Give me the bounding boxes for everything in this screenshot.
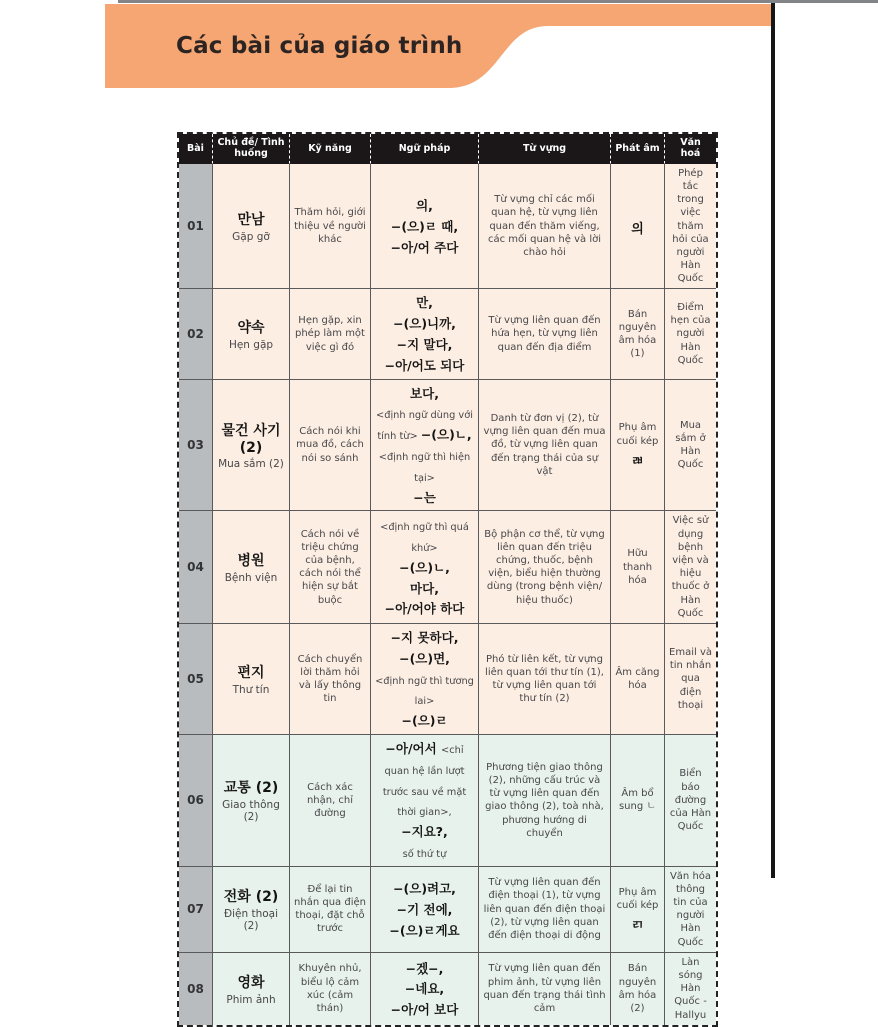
grammar-korean-segment: −(으)면, <box>399 650 450 666</box>
column-header-1: Bài <box>179 134 213 164</box>
topic-vietnamese: Mua sắm (2) <box>218 458 284 471</box>
cell-culture <box>665 380 716 512</box>
topic-vietnamese: Giao thông (2) <box>222 799 280 824</box>
lesson-number-text: 07 <box>187 902 204 917</box>
grammar-korean-segment: −(으)ㄹ 때, <box>390 218 459 234</box>
grammar-line <box>397 334 453 355</box>
topic-vietnamese: Gặp gỡ <box>232 231 270 244</box>
cell-skill <box>290 735 371 867</box>
cell-grammar <box>371 624 479 735</box>
culture-text: Biển báo đường của Hàn Quốc <box>669 768 712 833</box>
cell-vocabulary <box>479 164 611 290</box>
grammar-line <box>401 821 448 842</box>
pronunciation-text: Âm bổ sung ㄴ <box>618 788 657 813</box>
topic-vietnamese: Phim ảnh <box>226 993 276 1006</box>
cell-culture <box>665 867 716 953</box>
cell-pronunciation <box>611 289 665 379</box>
cell-topic <box>213 953 290 1025</box>
lesson-number-text: 01 <box>187 219 204 234</box>
grammar-line <box>397 899 453 920</box>
vocabulary-text: Bộ phận cơ thể, từ vựng liên quan đến triệu chứng, thuốc, bệnh viện, biểu hiện thường dùng (trong bệnh viện/ hiệu thuốc) <box>484 528 605 606</box>
pronunciation-korean: ㄺ <box>631 917 644 933</box>
column-header-7: Văn hoá <box>665 134 716 164</box>
cell-topic <box>213 380 290 512</box>
lessons-table <box>177 132 718 1027</box>
grammar-korean-segment: −(으)ㄴ, <box>420 427 472 443</box>
lesson-number-text: 05 <box>187 671 204 686</box>
culture-text: Việc sử dụng bệnh viện và hiệu thuốc ở Hàn Quốc <box>671 515 710 619</box>
grammar-note-segment: <định ngữ thì tương lai> <box>375 675 474 708</box>
lesson-number-text: 06 <box>187 793 204 808</box>
cell-pronunciation <box>611 867 665 953</box>
topic-vietnamese: Bệnh viện <box>224 572 278 585</box>
cell-grammar <box>371 511 479 624</box>
grammar-korean-segment: −네요, <box>404 981 445 997</box>
lesson-number-text: 03 <box>187 438 204 453</box>
grammar-line <box>399 648 450 669</box>
lesson-number-text: 08 <box>187 981 204 996</box>
cell-vocabulary <box>479 953 611 1025</box>
grammar-note-segment: <định ngữ thì hiện tại> <box>378 452 471 484</box>
grammar-line <box>393 313 456 334</box>
grammar-line <box>399 557 450 578</box>
lesson-number <box>179 624 213 735</box>
pronunciation-text: Bán nguyên âm hóa (2) <box>618 963 657 1014</box>
grammar-korean-segment: −(으)려고, <box>393 881 456 897</box>
grammar-korean-segment: −아/어야 하다 <box>384 601 465 617</box>
grammar-line <box>391 627 459 648</box>
skill-text: Hẹn gặp, xin phép làm một việc gì đó <box>295 315 365 353</box>
grammar-korean-segment: −지 말다, <box>396 337 453 353</box>
grammar-korean-segment: −아/어서 <box>385 740 442 756</box>
culture-text: Làn sóng Hàn Quốc - Hallyu <box>674 956 707 1021</box>
topic-korean: 물건 사기 (2) <box>221 423 281 457</box>
cell-topic <box>213 164 290 290</box>
cell-pronunciation <box>611 380 665 512</box>
grammar-line <box>393 878 456 899</box>
cell-grammar <box>371 289 479 379</box>
lesson-number-text: 04 <box>187 560 204 575</box>
grammar-line <box>385 355 465 376</box>
pronunciation-korean: 의 <box>631 221 644 237</box>
grammar-korean-segment: −아/어도 되다 <box>384 357 465 373</box>
grammar-line <box>389 920 459 941</box>
pronunciation-text: Phụ âm cuối kép <box>616 886 659 911</box>
grammar-korean-segment: −아/어 주다 <box>390 239 459 255</box>
lesson-number <box>179 164 213 290</box>
grammar-line <box>403 842 447 863</box>
topic-vietnamese: Thư tín <box>232 683 270 696</box>
cell-culture <box>665 624 716 735</box>
grammar-note-segment: <định ngữ dùng với tính từ> <box>376 410 473 443</box>
vocabulary-text: Phó từ liên kết, từ vựng liên quan tới thư tín (1), từ vựng liên quan tới thư tín (2) <box>485 653 604 705</box>
column-header-6: Phát âm <box>611 134 665 164</box>
column-header-2: Chủ đề/ Tình huống <box>213 134 290 164</box>
cell-grammar <box>371 735 479 867</box>
topic-vietnamese: Hẹn gặp <box>228 339 274 352</box>
cell-topic <box>213 624 290 735</box>
grammar-korean-segment: −겠−, <box>405 960 444 976</box>
grammar-korean-segment: −(으)ㄹ게요 <box>389 922 460 938</box>
column-header-3: Kỹ năng <box>290 134 371 164</box>
culture-text: Điểm hẹn của người Hàn Quốc <box>670 302 711 366</box>
skill-text: Cách nói về triệu chứng của bệnh, cách nói thể hiện sự bắt buộc <box>299 528 361 606</box>
grammar-line <box>410 578 439 599</box>
lesson-number-text: 02 <box>187 327 204 342</box>
skill-text: Cách xác nhận, chỉ đường <box>306 781 354 819</box>
grammar-line <box>375 403 474 445</box>
skill-text: Cách chuyển lời thăm hỏi và lấy thông tin <box>297 653 363 705</box>
vocabulary-text: Danh từ đơn vị (2), từ vựng liên quan đến mua đồ, từ vựng liên quan đến trạng thái của sự vật <box>483 413 606 477</box>
topic-korean: 전화 (2) <box>223 889 279 906</box>
cell-skill <box>290 867 371 953</box>
page-right-rule <box>771 3 775 878</box>
culture-text: Văn hóa thông tin của người Hàn Quốc <box>669 870 712 948</box>
grammar-korean-segment: −지 못하다, <box>390 629 459 645</box>
column-header-4: Ngữ pháp <box>371 134 479 164</box>
cell-vocabulary <box>479 511 611 624</box>
lesson-number <box>179 735 213 867</box>
skill-text: Để lại tin nhắn qua điện thoại, đặt chỗ trước <box>294 883 366 935</box>
lesson-number <box>179 953 213 1025</box>
topic-korean: 교통 (2) <box>223 780 279 797</box>
cell-pronunciation <box>611 624 665 735</box>
pronunciation-text: Hữu thanh hóa <box>622 548 653 586</box>
cell-skill <box>290 289 371 379</box>
topic-korean: 병원 <box>237 553 265 570</box>
grammar-korean-segment: −(으)ㄴ, <box>399 559 450 575</box>
cell-skill <box>290 511 371 624</box>
culture-text: Mua sắm ở Hàn Quốc <box>675 419 706 471</box>
grammar-line <box>416 292 433 313</box>
cell-pronunciation <box>611 735 665 867</box>
lesson-number <box>179 289 213 379</box>
grammar-line <box>413 487 436 508</box>
cell-topic <box>213 867 290 953</box>
topic-korean: 편지 <box>237 664 265 681</box>
cell-vocabulary <box>479 735 611 867</box>
topic-korean: 만남 <box>237 212 265 229</box>
pronunciation-text: Phụ âm cuối kép <box>616 422 659 447</box>
cell-topic <box>213 289 290 379</box>
skill-text: Khuyên nhủ, biểu lộ cảm xúc (cảm thán) <box>298 963 362 1014</box>
grammar-line <box>375 669 474 711</box>
grammar-line <box>416 195 433 216</box>
skill-text: Cách nói khi mua đồ, cách nói so sánh <box>296 426 364 464</box>
grammar-line <box>410 383 439 404</box>
grammar-korean-segment: 만, <box>416 295 433 311</box>
grammar-korean-segment: −(으)ㄹ <box>401 713 448 729</box>
grammar-line <box>391 999 459 1020</box>
cell-pronunciation <box>611 953 665 1025</box>
grammar-line <box>375 515 474 557</box>
grammar-line <box>405 978 444 999</box>
topic-korean: 영화 <box>237 974 265 991</box>
cell-vocabulary <box>479 289 611 379</box>
grammar-note-segment: <chỉ quan hệ lần lượt trước sau về mặt thời gian>, <box>382 744 467 819</box>
cell-culture <box>665 735 716 867</box>
culture-text: Phép tắc trong việc thăm hỏi của người Hàn Quốc <box>672 167 709 285</box>
cell-skill <box>290 164 371 290</box>
cell-skill <box>290 953 371 1025</box>
column-header-5: Từ vựng <box>479 134 611 164</box>
page-title: Các bài của giáo trình <box>176 33 463 59</box>
grammar-note-segment: số thứ tự <box>402 848 447 860</box>
cell-grammar <box>371 164 479 290</box>
grammar-line <box>385 598 465 619</box>
topic-korean: 약속 <box>237 320 265 337</box>
cell-grammar <box>371 867 479 953</box>
pronunciation-korean: ㄼ <box>631 453 644 469</box>
cell-grammar <box>371 380 479 512</box>
cell-topic <box>213 511 290 624</box>
lesson-number <box>179 867 213 953</box>
cell-pronunciation <box>611 511 665 624</box>
vocabulary-text: Từ vựng chỉ các mối quan hệ, từ vựng liên quan đến thăm viếng, các mối quan hệ và lời chào hỏi <box>487 194 602 258</box>
grammar-line <box>375 738 474 821</box>
grammar-korean-segment: −아/어 보다 <box>390 1002 459 1018</box>
cell-topic <box>213 735 290 867</box>
grammar-line <box>375 445 474 487</box>
pronunciation-text: Âm căng hóa <box>615 666 660 691</box>
culture-text: Email và tin nhắn qua điện thoại <box>669 646 712 711</box>
grammar-line <box>391 216 458 237</box>
grammar-korean-segment: −는 <box>413 489 436 505</box>
grammar-line <box>401 710 447 731</box>
cell-culture <box>665 511 716 624</box>
cell-culture <box>665 289 716 379</box>
pronunciation-text: Bán nguyên âm hóa (1) <box>618 308 657 360</box>
topic-vietnamese: Điện thoại (2) <box>223 908 279 933</box>
vocabulary-text: Từ vựng liên quan đến hứa hẹn, từ vựng liên quan đến địa điểm <box>488 315 601 353</box>
vocabulary-text: Phương tiện giao thông (2), những cấu trúc và từ vựng liên quan đến giao thông (2), toà nhà, phương hướng di chuyển <box>485 761 604 839</box>
cell-vocabulary <box>479 867 611 953</box>
grammar-korean-segment: 보다, <box>410 385 439 401</box>
cell-skill <box>290 380 371 512</box>
grammar-korean-segment: −기 전에, <box>396 901 453 917</box>
grammar-korean-segment: −지요?, <box>401 824 448 840</box>
vocabulary-text: Từ vựng liên quan đến phim ảnh, từ vựng liên quan đến trạng thái tình cảm <box>483 963 606 1014</box>
vocabulary-text: Từ vựng liên quan đến điện thoại (1), từ vựng liên quan đến điện thoại (2), từ vựng liên quan đến điện thoại di động <box>483 877 606 942</box>
cell-skill <box>290 624 371 735</box>
lesson-number <box>179 380 213 512</box>
grammar-line <box>391 237 459 258</box>
cell-vocabulary <box>479 380 611 512</box>
cell-culture <box>665 164 716 290</box>
grammar-line <box>406 958 444 979</box>
cell-culture <box>665 953 716 1025</box>
grammar-korean-segment: 마다, <box>410 580 439 596</box>
lesson-number <box>179 511 213 624</box>
cell-pronunciation <box>611 164 665 290</box>
grammar-note-segment: <định ngữ thì quá khứ> <box>380 522 469 554</box>
cell-vocabulary <box>479 624 611 735</box>
skill-text: Thăm hỏi, giới thiệu về người khác <box>294 207 366 245</box>
cell-grammar <box>371 953 479 1025</box>
grammar-korean-segment: −(으)니까, <box>393 316 456 332</box>
grammar-korean-segment: 의, <box>416 197 433 213</box>
